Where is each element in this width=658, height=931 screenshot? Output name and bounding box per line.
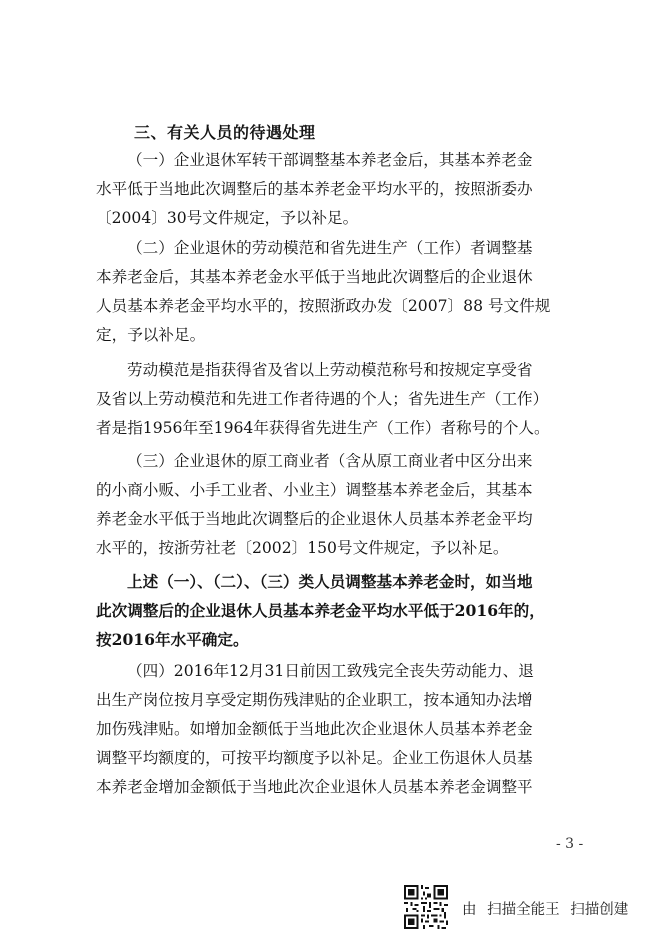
paragraph-item-3 xyxy=(96,447,590,563)
text-line: （四）2016年12月31日前因工致残完全丧失劳动能力、退 xyxy=(127,662,534,680)
paragraph-item-4 xyxy=(96,657,590,802)
text-line: 劳动模范是指获得省及省以上劳动模范称号和按规定享受省 xyxy=(127,361,533,379)
watermark-suffix: 扫描创建 xyxy=(570,902,629,918)
text-line: 此次调整后的企业退休人员基本养老金平均水平低于2016年的， xyxy=(96,601,545,620)
text-line: 人员基本养老金平均水平的，按照浙政办发〔2007〕88 号文件规 xyxy=(96,297,551,315)
paragraph-item-1 xyxy=(96,146,590,233)
paragraph-item-2 xyxy=(96,234,590,350)
text-line: 本养老金后，其基本养老金水平低于当地此次调整后的企业退休 xyxy=(96,268,533,286)
text-line: （三）企业退休的原工商业者（含从原工商业者中区分出来 xyxy=(127,452,533,470)
text-line: 及省以上劳动模范和先进工作者待遇的个人；省先进生产（工作） xyxy=(96,390,549,408)
watermark-prefix: 由 xyxy=(462,902,477,918)
text-line: 者是指1956年至1964年获得省先进生产（工作）者称号的个人。 xyxy=(96,419,550,437)
text-line: 的小商小贩、小手工业者、小业主）调整基本养老金后，其基本 xyxy=(96,481,533,499)
text-line: 上述（一）、（二）、（三）类人员调整基本养老金时，如当地 xyxy=(127,572,533,591)
text-line: 加伤残津贴。如增加金额低于当地此次企业退休人员基本养老金 xyxy=(96,720,533,738)
text-line: （二）企业退休的劳动模范和省先进生产（工作）者调整基 xyxy=(127,239,533,257)
text-line: 养老金水平低于当地此次调整后的企业退休人员基本养老金平均 xyxy=(96,510,533,528)
text-line: 水平的，按浙劳社老〔2002〕150号文件规定，予以补足。 xyxy=(96,539,509,557)
text-line: 调整平均额度的，可按平均额度予以补足。企业工伤退休人员基 xyxy=(96,749,533,767)
section-heading: 三、有关人员的待遇处理 xyxy=(134,123,316,142)
text-line: 定，予以补足。 xyxy=(96,326,206,344)
page-number: - 3 - xyxy=(556,836,584,852)
text-line: 出生产岗位按月享受定期伤残津贴的企业职工，按本通知办法增 xyxy=(96,691,533,709)
qr-code-icon xyxy=(404,885,448,929)
watermark-app-name: 扫描全能王 xyxy=(487,902,560,918)
text-line: 按2016年水平确定。 xyxy=(96,630,249,649)
paragraph-summary xyxy=(96,567,590,654)
text-line: 水平低于当地此次调整后的基本养老金平均水平的，按照浙委办 xyxy=(96,180,533,198)
text-line: （一）企业退休军转干部调整基本养老金后，其基本养老金 xyxy=(127,151,533,169)
text-line: 本养老金增加金额低于当地此次企业退休人员基本养老金调整平 xyxy=(96,778,533,796)
text-line: 〔2004〕30号文件规定，予以补足。 xyxy=(96,209,359,227)
paragraph-model-worker-definition xyxy=(96,356,590,443)
scanner-watermark xyxy=(462,898,628,919)
